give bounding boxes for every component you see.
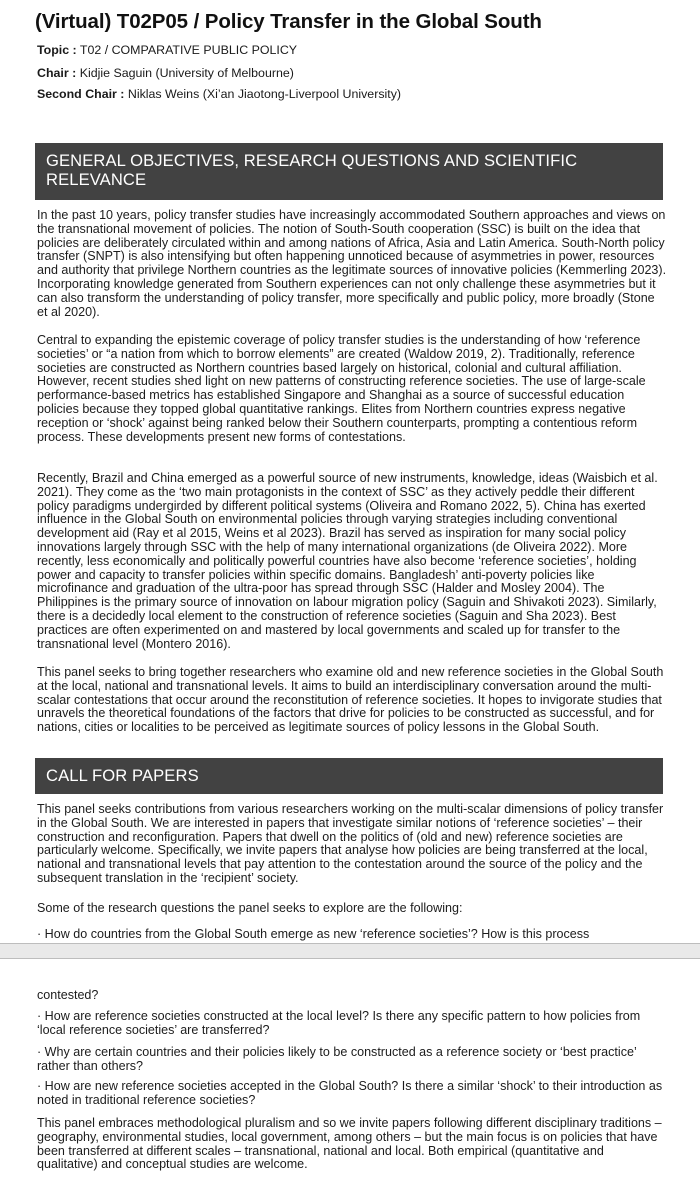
document-page-2 bbox=[0, 958, 700, 1200]
chair-value: Kidjie Saguin (University of Melbourne) bbox=[76, 66, 294, 80]
objectives-paragraph: Recently, Brazil and China emerged as a powerful source of new instruments, knowledge, ideas (Waisbich et al. 2021). They come as the ‘two main protagonists in the context of SSC’ as they actively peddle their different policy paradigms undergirded by different political systems (Oliveira and Romano 2022, 5). China has exerted influence in the Global South on environmental policies through varying strategies including conventional development aid (Ray et al 2015, Weins et al 2023). Brazil has served as inspiration for many social policy innovations largely through SSC with the help of many international organizations (de Oliveira 2022). More recently, less economically and politically powerful countries have also become ‘reference societies’, holding power and capacity to transfer policies within specific domains. Bangladesh’ anti-poverty policies like microfinance and graduation of the ultra-poor has spread through SSC (Halder and Mosley 2004). The Philippines is the primary source of innovation on labour migration policy (Saguin and Shivakoti 2023). Similarly, there is a decidedly local element to the construction of reference societies (Saguin and Sha 2023). Best practices are often experimented on and mastered by local governments and scaled up for transfer to the transnational level (Montero 2016). bbox=[37, 471, 658, 651]
question-item-4: · How are new reference societies accepted in the Global South? Is there a similar ‘shock’ to their introduction as noted in traditional reference societies? bbox=[37, 1079, 663, 1107]
chair-label: Chair : bbox=[37, 66, 77, 80]
second-chair-value: Niklas Weins (Xi’an Jiaotong-Liverpool University) bbox=[124, 87, 402, 101]
question-item-1-continued: contested? bbox=[37, 988, 99, 1002]
chair-line bbox=[37, 66, 294, 80]
section-heading-call-for-papers: CALL FOR PAPERS bbox=[35, 758, 663, 794]
closing-paragraph: This panel embraces methodological pluralism and so we invite papers following different disciplinary traditions – geography, environmental studies, local government, among others – but the main focus is on policies that have been transferred at different scales – transnational, national and local. Both empirical (quantitative and qualitative) and conceptual studies are welcome. bbox=[37, 1116, 662, 1172]
second-chair-label: Second Chair : bbox=[37, 87, 125, 101]
topic-label: Topic : bbox=[37, 43, 77, 57]
objectives-paragraph: In the past 10 years, policy transfer studies have increasingly accommodated Southern approaches and views on the transnational movement of policies. The notion of South-South cooperation (SSC) is built on the idea that policies are deliberately circulated within and among nations of Africa, Asia and Latin America. South-North policy transfer (SNPT) is also intensifying but often happening unnoticed because of asymmetries in power, resources and authority that privilege Northern countries as the legitimate sources of innovative policies (Kemmerling 2023). Incorporating knowledge generated from Southern experiences can not only challenge these asymmetries but it can also transform the understanding of policy transfer, more specifically and public policy, more broadly (Stone et al 2020). bbox=[37, 208, 667, 319]
objectives-paragraph: Central to expanding the epistemic coverage of policy transfer studies is the understanding of how ‘reference societies’ or “a nation from which to borrow elements” are created (Waldow 2019, 2). Traditionally, reference societies are constructed as Northern countries based largely on historical, colonial and cultural affiliation. However, recent studies shed light on new patterns of constructing reference societies. The use of large-scale performance-based metrics has established Singapore and Shanghai as a source of successful education policies because they topped global quantitative rankings. Elites from Northern countries express negative reception or ‘shock’ against being ranked below their Southern counterparts, prompting a contentious reform process. These developments present new forms of contestations. bbox=[37, 333, 646, 444]
topic-value: T02 / COMPARATIVE PUBLIC POLICY bbox=[76, 43, 298, 57]
objectives-paragraph: This panel seeks to bring together researchers who examine old and new reference societies in the Global South at the local, national and transnational levels. It aims to build an interdisciplinary conversation around the multi-scalar contestations that occur around the reconstitution of reference societies. It hopes to invigorate studies that unravels the theoretical foundations of the factors that drive for policies to be constructed as successful, and for nations, cities or localities to be perceived as legitimate sources of policy lessons in the Global South. bbox=[37, 665, 664, 735]
section-heading-objectives: GENERAL OBJECTIVES, RESEARCH QUESTIONS AND SCIENTIFIC RELEVANCE bbox=[35, 143, 663, 200]
second-chair-line bbox=[37, 87, 401, 101]
topic-line bbox=[37, 43, 297, 57]
questions-intro: Some of the research questions the panel seeks to explore are the following: bbox=[37, 901, 463, 915]
call-intro-paragraph: This panel seeks contributions from various researchers working on the multi-scalar dimensions of policy transfer in the Global South. We are interested in papers that investigate similar notions of ‘reference societies’ – their construction and reconfiguration. Papers that dwell on the politics of (old and new) reference societies are particularly welcome. Specifically, we invite papers that analyse how policies are being transferred at the local, national and transnational levels that pay attention to the contestation around the source of the policy and the subsequent translation in the ‘recipient’ society. bbox=[37, 802, 664, 885]
question-item-3: · Why are certain countries and their policies likely to be constructed as a reference society or ‘best practice’ rather than others? bbox=[37, 1045, 637, 1073]
question-item-1: · How do countries from the Global South emerge as new ‘reference societies’? How is this process bbox=[37, 927, 590, 941]
panel-title: (Virtual) T02P05 / Policy Transfer in the Global South bbox=[35, 10, 542, 33]
question-item-2: · How are reference societies constructed at the local level? Is there any specific pattern to how policies from ‘local reference societies’ are transferred? bbox=[37, 1009, 641, 1037]
